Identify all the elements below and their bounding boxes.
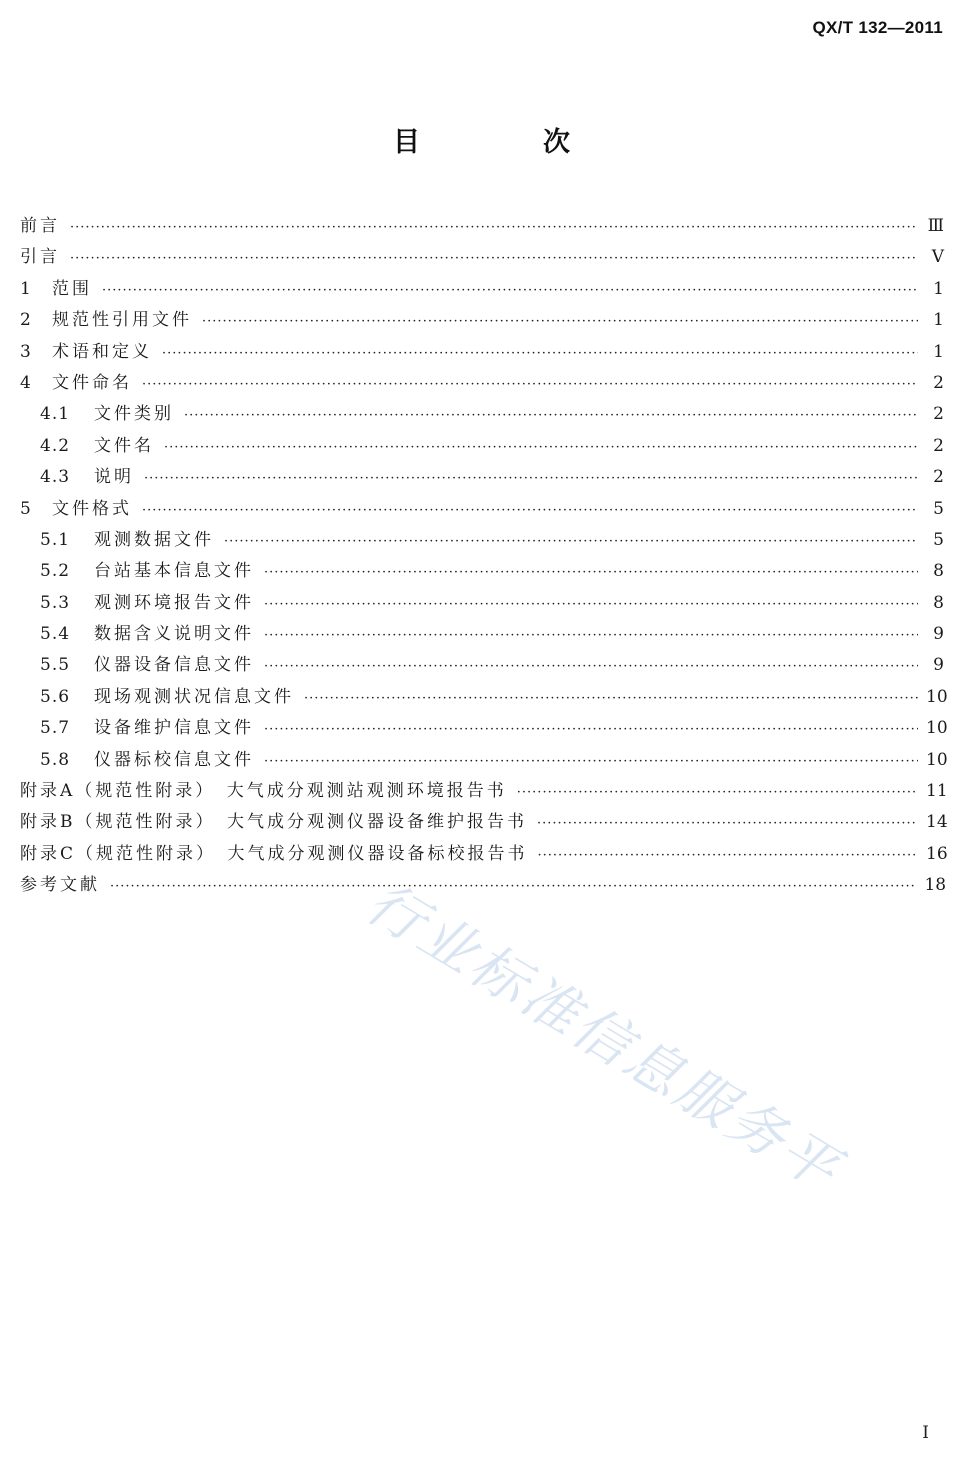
toc-entry[interactable] (20, 211, 944, 242)
toc-entry-label: 观测数据文件 (94, 529, 214, 550)
toc-entry[interactable] (20, 242, 944, 273)
toc-entry-page: 2 (933, 435, 944, 456)
toc-entry-number: 5 (20, 498, 32, 519)
toc-entry-number: 5.3 (40, 592, 71, 613)
toc-entry-page: 2 (933, 404, 944, 425)
toc-entry[interactable] (20, 839, 948, 870)
toc-entry-label: 规范性引用文件 (52, 310, 192, 331)
toc-entry[interactable] (20, 713, 948, 744)
toc-entry-number: 5.4 (40, 624, 71, 645)
dot-leader (202, 306, 918, 337)
toc-entry-label: 术语和定义 (52, 341, 152, 362)
toc-title: 目 次 (393, 127, 618, 158)
toc-entry-page: 1 (933, 341, 944, 362)
toc-entry[interactable] (20, 305, 944, 336)
toc-entry-page: 9 (933, 624, 944, 645)
toc-entry-number: 5.6 (40, 686, 71, 707)
toc-entry-page: 10 (926, 686, 948, 707)
toc-entry-number: 1 (20, 278, 32, 299)
toc-entry[interactable] (20, 274, 944, 305)
dot-leader (517, 777, 918, 808)
dot-leader (538, 840, 918, 871)
toc-entry-page: 9 (933, 655, 944, 676)
toc-entry-label: 附录C（规范性附录） 大气成分观测仪器设备标校报告书 (20, 843, 528, 864)
toc-entry-label: 文件类别 (94, 404, 174, 425)
toc-entry-number: 4 (20, 372, 32, 393)
toc-entry-label: 范围 (52, 278, 92, 299)
toc-entry-page: 14 (926, 812, 948, 833)
toc-entry[interactable] (20, 431, 944, 462)
toc-entry-page: 11 (926, 781, 948, 802)
dot-leader (304, 683, 918, 714)
toc-entry-page: 2 (933, 372, 944, 393)
toc-entry-label: 附录A（规范性附录） 大气成分观测站观测环境报告书 (20, 781, 507, 802)
toc-entry-page: 10 (926, 718, 948, 739)
dot-leader (264, 589, 918, 620)
toc-entry-page: 18 (924, 875, 947, 896)
toc-entry-page: Ⅲ (927, 216, 944, 236)
toc-entry[interactable] (20, 745, 948, 776)
toc-entry-label: 文件格式 (52, 498, 132, 519)
toc-entry-label: 文件命名 (52, 372, 132, 393)
standard-code: QX/T 132—2011 (812, 18, 943, 37)
toc-entry-page: 8 (933, 561, 944, 582)
toc-entry-number: 5.5 (40, 655, 71, 676)
dot-leader (184, 400, 918, 431)
toc-entry[interactable] (20, 588, 944, 619)
dot-leader (164, 432, 918, 463)
toc-entry-page: 10 (926, 749, 948, 770)
toc-entry[interactable] (20, 525, 944, 556)
dot-leader (70, 212, 918, 243)
dot-leader (264, 557, 918, 588)
dot-leader (264, 746, 918, 777)
dot-leader (264, 714, 918, 745)
toc-entry[interactable] (20, 462, 944, 493)
toc-entry-number: 4.2 (40, 435, 71, 456)
toc-entry-page: Ⅴ (931, 247, 944, 268)
dot-leader (144, 463, 918, 494)
toc-entry-label: 引言 (20, 247, 60, 268)
toc-entry[interactable] (20, 776, 948, 807)
dot-leader (142, 495, 918, 526)
toc-entry[interactable] (20, 682, 948, 713)
toc-entry[interactable] (20, 494, 944, 525)
dot-leader (264, 651, 918, 682)
toc-entry[interactable] (20, 807, 948, 838)
toc-entry-page: 1 (933, 278, 944, 299)
toc-entry-label: 仪器标校信息文件 (94, 749, 254, 770)
toc-entry-number: 5.8 (40, 749, 71, 770)
toc-entry[interactable] (20, 337, 944, 368)
toc-entry[interactable] (20, 556, 944, 587)
toc-entry-label: 前言 (20, 216, 60, 236)
toc-entry[interactable] (20, 399, 944, 430)
toc-entry[interactable] (20, 368, 944, 399)
toc-entry-label: 观测环境报告文件 (94, 592, 254, 613)
toc-entry-page: 2 (933, 467, 944, 488)
dot-leader (110, 871, 916, 902)
toc-entry-number: 3 (20, 341, 32, 362)
dot-leader (142, 369, 918, 400)
toc-entry-page: 16 (926, 843, 948, 864)
page-number: I (922, 1423, 929, 1443)
toc-entry-label: 文件名 (94, 435, 154, 456)
toc-entry-page: 8 (933, 592, 944, 613)
watermark: 行业标准信息服务平 (355, 870, 852, 1205)
dot-leader (224, 526, 918, 557)
toc-entry-number: 5.1 (40, 529, 71, 550)
toc-entry-number: 4.3 (40, 467, 71, 488)
table-of-contents (20, 211, 948, 902)
dot-leader (264, 620, 918, 651)
toc-entry-page: 5 (933, 498, 944, 519)
toc-entry-number: 5.7 (40, 718, 71, 739)
toc-entry-number: 2 (20, 310, 32, 331)
toc-entry-label: 附录B（规范性附录） 大气成分观测仪器设备维护报告书 (20, 812, 527, 833)
toc-entry-label: 设备维护信息文件 (94, 718, 254, 739)
toc-entry-page: 5 (933, 529, 944, 550)
toc-entry-page: 1 (933, 310, 944, 331)
toc-entry-number: 5.2 (40, 561, 71, 582)
dot-leader (537, 808, 918, 839)
toc-entry[interactable] (20, 619, 944, 650)
toc-entry-label: 台站基本信息文件 (94, 561, 254, 582)
toc-entry[interactable] (20, 650, 944, 681)
toc-entry-number: 4.1 (40, 404, 71, 425)
toc-entry-label: 参考文献 (20, 875, 100, 896)
dot-leader (102, 275, 918, 306)
toc-entry-label: 说明 (94, 467, 134, 488)
toc-entry-label: 数据含义说明文件 (94, 624, 254, 645)
toc-entry[interactable] (20, 870, 947, 901)
dot-leader (162, 338, 918, 369)
toc-entry-label: 仪器设备信息文件 (94, 655, 254, 676)
toc-entry-label: 现场观测状况信息文件 (94, 686, 294, 707)
dot-leader (70, 243, 918, 274)
